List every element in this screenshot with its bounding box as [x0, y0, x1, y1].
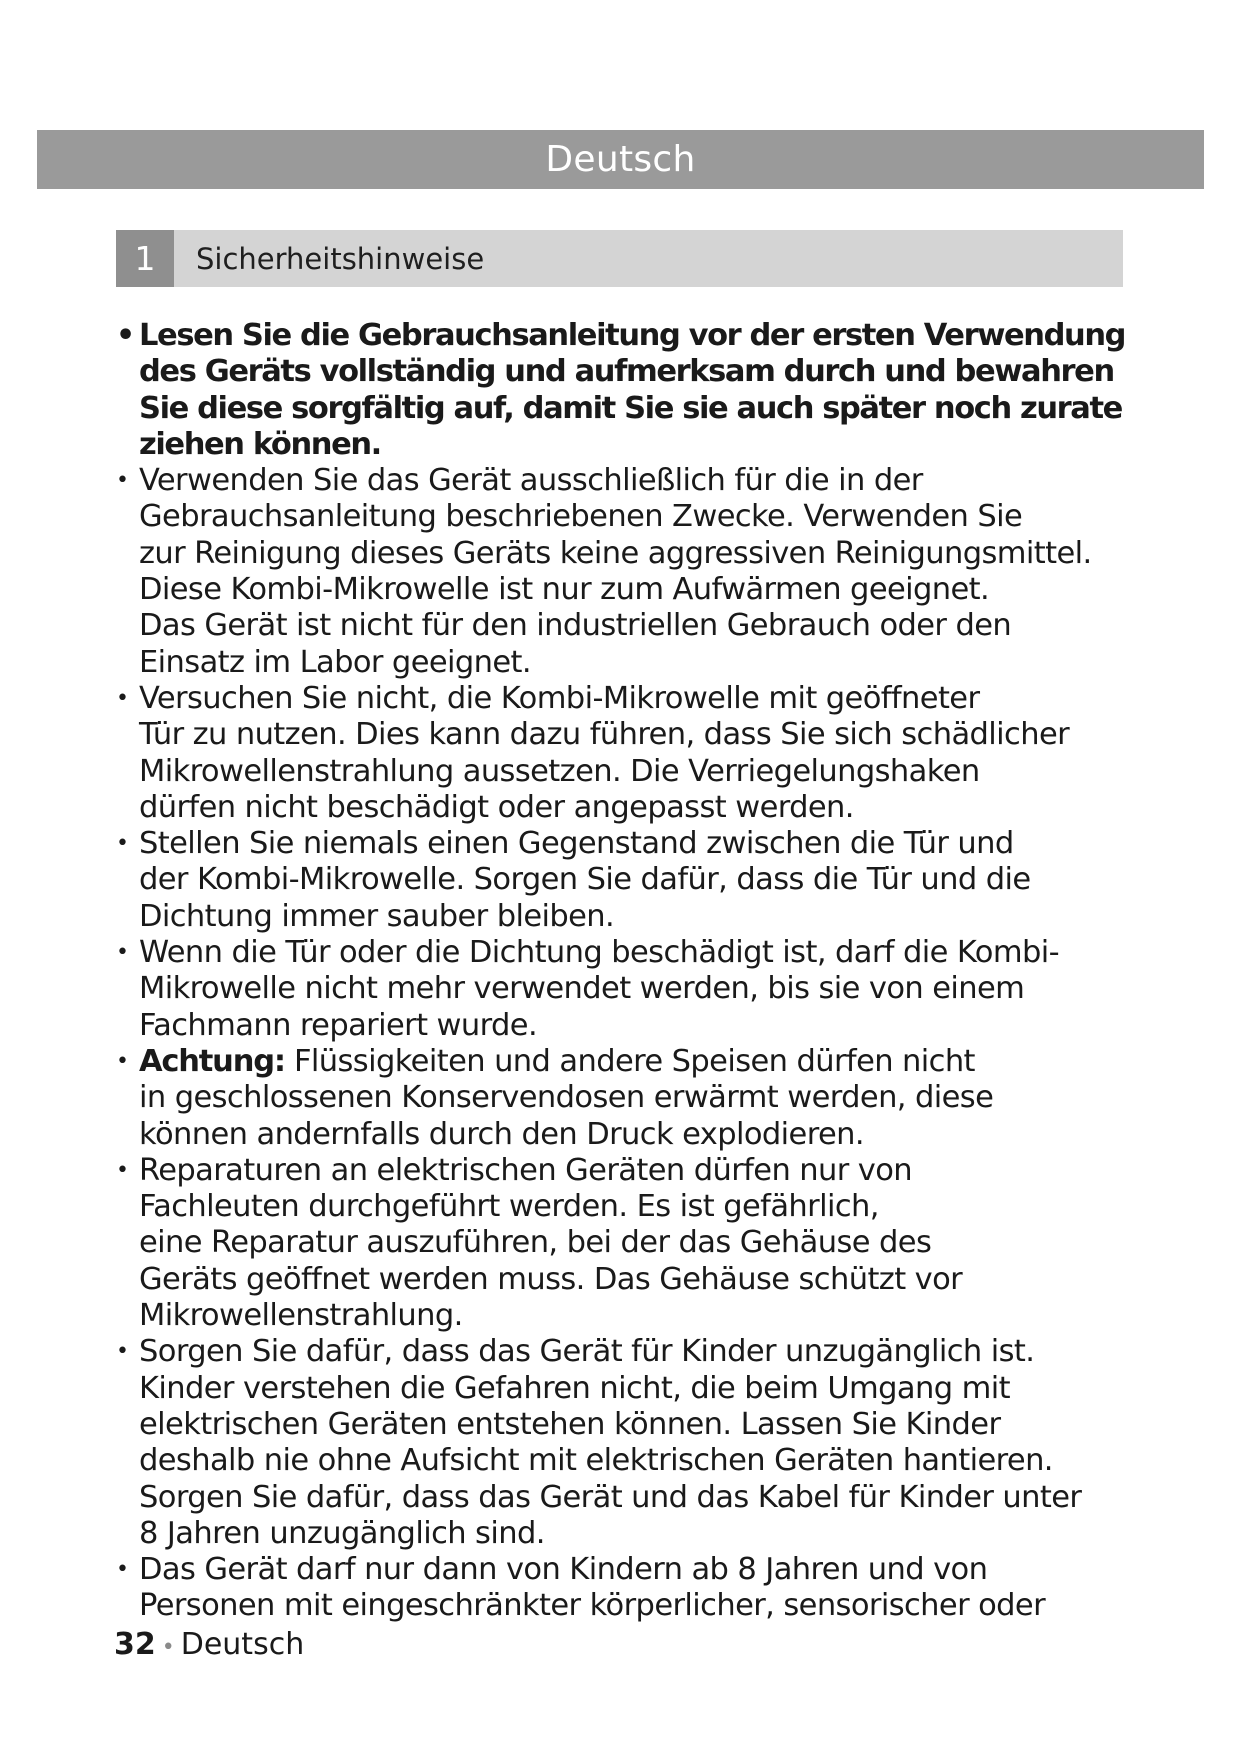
bullet-line: Fachleuten durchgeführt werden. Es ist gefährlich, — [139, 1189, 879, 1225]
bullet-line: • Verwenden Sie das Gerät ausschließlich für die in der — [139, 463, 923, 499]
bullet-line: Sorgen Sie dafür, dass das Gerät und das Kabel für Kinder unter — [139, 1479, 1082, 1515]
bullet-warning-cans — [116, 1044, 1126, 1153]
bullet-line: • Das Gerät darf nur dann von Kindern ab 8 Jahren und von — [139, 1552, 988, 1588]
bullet-children — [116, 1334, 1126, 1552]
bullet-line: eine Reparatur auszuführen, bei der das Gehäuse des — [139, 1225, 932, 1261]
bullet-line: Diese Kombi-Mikrowelle ist nur zum Aufwärmen geeignet. — [139, 572, 990, 608]
section-number: 1 — [116, 230, 174, 287]
bullet-line: elektrischen Geräten entstehen können. Lassen Sie Kinder — [139, 1406, 1001, 1442]
bullet-line: Das Gerät ist nicht für den industriellen Gebrauch oder den — [139, 608, 1012, 644]
bullet-line: Gebrauchsanleitung beschriebenen Zwecke. Verwenden Sie — [139, 499, 1023, 535]
footer-separator: • — [161, 1635, 175, 1660]
bullet-line: Dichtung immer sauber bleiben. — [139, 898, 615, 934]
bullet-line: • Stellen Sie niemals einen Gegenstand zwischen die Tür und — [139, 826, 1014, 862]
bullet-damaged-door — [116, 935, 1126, 1044]
bullet-line: • Reparaturen an elektrischen Geräten dürfen nur von — [139, 1152, 913, 1188]
bullet-line: der Kombi-Mikrowelle. Sorgen Sie dafür, dass die Tür und die — [139, 862, 1031, 898]
bullet-door-object — [116, 826, 1126, 935]
warning-label: Achtung: — [139, 1043, 285, 1079]
bullet-repairs — [116, 1153, 1126, 1334]
bullet-line: Kinder verstehen die Gefahren nicht, die beim Umgang mit — [139, 1370, 1010, 1406]
bullet-read-manual — [116, 318, 1126, 463]
language-header-bar — [37, 130, 1204, 189]
bullet-open-door — [116, 681, 1126, 826]
bullet-line: • Wenn die Tür oder die Dichtung beschädigt ist, darf die Kombi- — [139, 935, 1060, 971]
bullet-line: • Lesen Sie die Gebrauchsanleitung vor der ersten Verwendung — [139, 318, 1126, 353]
bullet-line: können andernfalls durch den Druck explodieren. — [139, 1116, 864, 1152]
section-header — [116, 230, 1123, 287]
page-number: 32 — [114, 1627, 156, 1662]
bullet-line: Einsatz im Labor geeignet. — [139, 644, 532, 680]
bullet-line: Tür zu nutzen. Dies kann dazu führen, dass Sie sich schädlicher — [139, 717, 1070, 753]
bullet-line: Mikrowellenstrahlung aussetzen. Die Verriegelungshaken — [139, 753, 980, 789]
bullet-line: • Versuchen Sie nicht, die Kombi-Mikrowelle mit geöffneter — [139, 680, 980, 716]
section-title: Sicherheitshinweise — [196, 241, 485, 276]
bullet-line: deshalb nie ohne Aufsicht mit elektrischen Geräten hantieren. — [139, 1443, 1053, 1479]
bullet-line: 8 Jahren unzugänglich sind. — [139, 1515, 545, 1551]
language-title: Deutsch — [545, 139, 696, 180]
safety-instructions-list — [116, 318, 1126, 1625]
bullet-line: ziehen können. — [139, 426, 381, 462]
bullet-line: in geschlossenen Konservendosen erwärmt werden, diese — [139, 1080, 994, 1116]
bullet-line: Sie diese sorgfältig auf, damit Sie sie auch später noch zurate — [139, 390, 1122, 426]
bullet-line: zur Reinigung dieses Geräts keine aggressiven Reinigungsmittel. — [139, 535, 1092, 571]
warning-text: Flüssigkeiten und andere Speisen dürfen nicht — [284, 1043, 975, 1079]
bullet-children-persons — [116, 1552, 1126, 1625]
footer-language: Deutsch — [180, 1627, 305, 1662]
bullet-line: Personen mit eingeschränkter körperlicher, sensorischer oder — [139, 1588, 1046, 1624]
bullet-line: Geräts geöffnet werden muss. Das Gehäuse schützt vor — [139, 1261, 963, 1297]
bullet-line: • Sorgen Sie dafür, dass das Gerät für Kinder unzugänglich ist. — [139, 1334, 1035, 1370]
bullet-line: des Geräts vollständig und aufmerksam durch und bewahren — [139, 354, 1114, 390]
bullet-first-line — [139, 1044, 1126, 1080]
bullet-intended-use — [116, 463, 1126, 681]
bullet-line: Mikrowellenstrahlung. — [139, 1298, 463, 1334]
bullet-line: Fachmann repariert wurde. — [139, 1007, 538, 1043]
page-footer — [114, 1627, 304, 1662]
bullet-line: Mikrowelle nicht mehr verwendet werden, bis sie von einem — [139, 971, 1025, 1007]
bullet-line: dürfen nicht beschädigt oder angepasst werden. — [139, 789, 854, 825]
